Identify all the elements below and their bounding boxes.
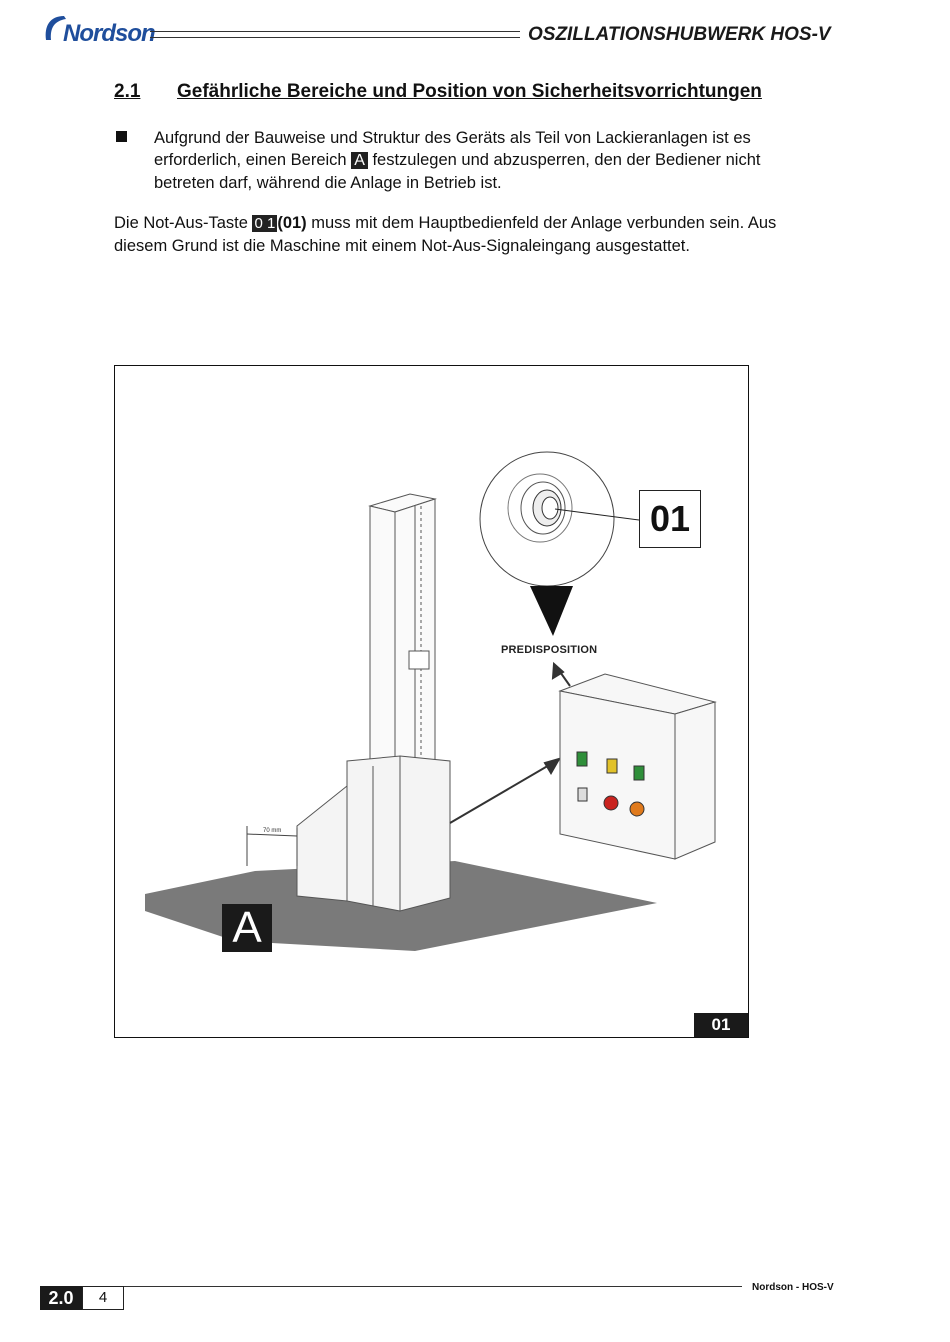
machine-illustration bbox=[115, 366, 747, 1036]
para-text-part2: muss mit dem Hauptbedienfeld der Anlage verbunden sein. Aus diesem Grund ist die Maschine mit einem Not-Aus-Signaleingang ausgestattet. bbox=[114, 214, 777, 255]
para-text-part1: Die Not-Aus-Taste bbox=[114, 214, 253, 232]
pointer-triangle bbox=[530, 586, 573, 636]
reference-tag-inline: 0 1 bbox=[254, 215, 276, 232]
revision-badge: 2.0 bbox=[40, 1286, 82, 1310]
section-number: 2.1 bbox=[114, 81, 141, 102]
bullet-text-part2: festzulegen und abzusperren, den der Bediener nicht betreten darf, während die Anlage in Betrieb ist. bbox=[154, 151, 761, 192]
zone-a-label: A bbox=[222, 904, 272, 952]
bullet-paragraph bbox=[154, 127, 824, 194]
header-rule-bottom bbox=[150, 37, 520, 38]
arrow-to-predisposition bbox=[553, 664, 570, 686]
square-bullet-icon bbox=[116, 131, 127, 142]
zone-tag-inline: A bbox=[351, 152, 368, 169]
footer-doc-reference: Nordson - HOS-V bbox=[752, 1282, 834, 1293]
footer-rule bbox=[122, 1286, 742, 1287]
figure-number-badge: 01 bbox=[694, 1013, 748, 1037]
page-number: 4 bbox=[82, 1286, 124, 1310]
callout-01: 01 bbox=[639, 490, 701, 548]
oscillator-column bbox=[370, 494, 435, 776]
bullet-text-part1: Aufgrund der Bauweise und Struktur des Geräts als Teil von Lackieranlagen ist es erforderlich, einen Bereich bbox=[154, 129, 751, 169]
machine-base bbox=[297, 756, 450, 911]
arrow-to-panel bbox=[450, 759, 559, 823]
dimension-label: 70 mm bbox=[263, 828, 282, 834]
predisposition-label: PREDISPOSITION bbox=[501, 644, 598, 656]
header-rule-top bbox=[150, 31, 520, 32]
reference-bold: (01) bbox=[277, 214, 307, 232]
document-title: OSZILLATIONSHUBWERK HOS-V bbox=[528, 24, 831, 45]
brand-logo-text: Nordson bbox=[63, 20, 155, 47]
safety-figure bbox=[114, 365, 749, 1038]
zoom-detail-circle bbox=[480, 452, 614, 586]
emergency-stop-paragraph bbox=[114, 212, 834, 257]
section-title: Gefährliche Bereiche und Position von Sicherheitsvorrichtungen bbox=[177, 81, 762, 102]
